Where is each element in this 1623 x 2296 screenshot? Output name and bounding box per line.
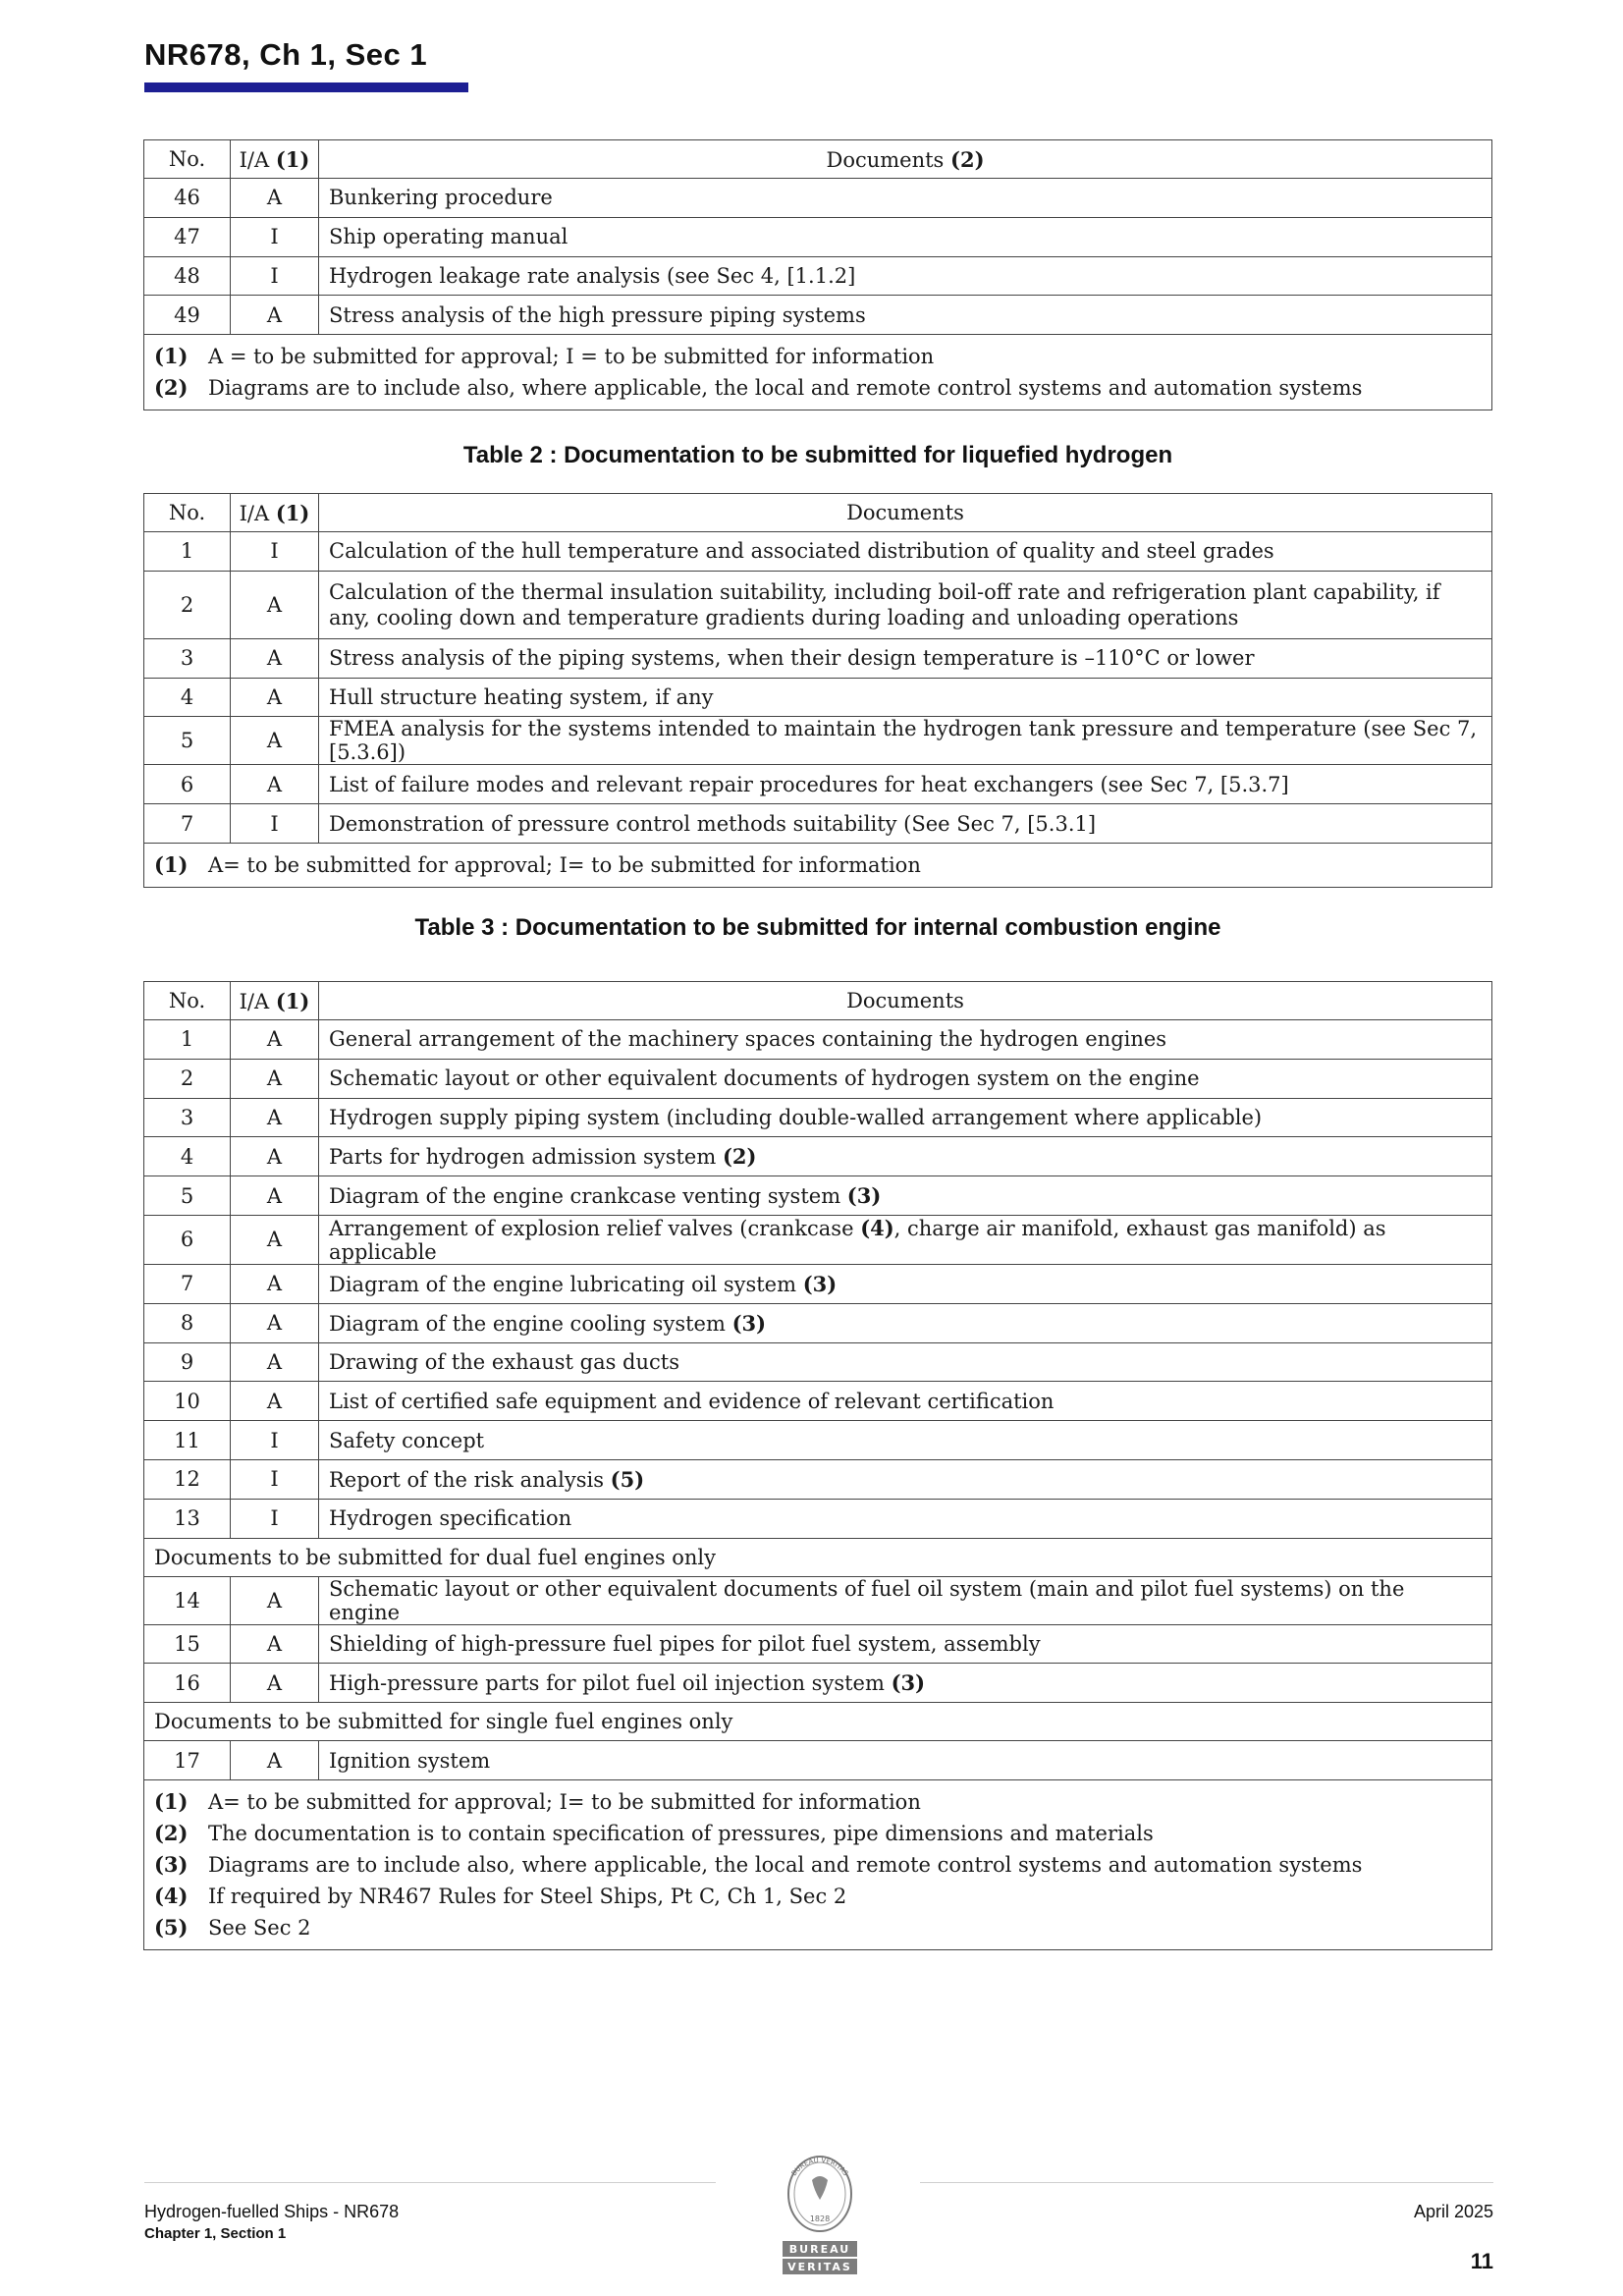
header-documents [319, 140, 1492, 179]
table-row [144, 765, 1492, 804]
footer-document-title: Hydrogen-fuelled Ships - NR678 [144, 2202, 400, 2221]
note-key: (2) [154, 375, 189, 401]
row-number: 1 [144, 1020, 231, 1060]
logo-text-veritas: VERITAS [787, 2261, 852, 2273]
table-header-row [144, 982, 1492, 1020]
table-row [144, 1264, 1492, 1303]
table-row [144, 678, 1492, 717]
header-ia-label: I/A [239, 989, 276, 1013]
row-ia: A [231, 1664, 319, 1703]
note-key: (2) [154, 1820, 189, 1845]
note-line [154, 341, 1482, 372]
row-document-text: Bunkering procedure [329, 186, 553, 210]
row-number: 47 [144, 217, 231, 256]
row-document [319, 717, 1492, 765]
note-key: (3) [154, 1851, 189, 1877]
table-header-row [144, 494, 1492, 532]
row-number: 2 [144, 1059, 231, 1098]
row-document-text: List of failure modes and relevant repair procedures for heat exchangers (see Sec 7, [5.3.7] [329, 772, 1289, 796]
row-ia: A [231, 571, 319, 638]
row-number: 5 [144, 1176, 231, 1216]
table-row [144, 1342, 1492, 1382]
header-documents-label: Documents [826, 147, 951, 172]
table-notes [144, 1779, 1492, 1949]
table-row [144, 1576, 1492, 1624]
row-document-text: List of certified safe equipment and evidence of relevant certification [329, 1389, 1055, 1413]
note-line [154, 1818, 1482, 1849]
table-row [144, 804, 1492, 844]
row-document-text: Ignition system [329, 1748, 491, 1773]
table-row [144, 1382, 1492, 1421]
row-document [319, 1499, 1492, 1538]
row-document [319, 1421, 1492, 1460]
table-row [144, 1059, 1492, 1098]
table-row [144, 1215, 1492, 1264]
row-document [319, 1098, 1492, 1137]
row-document-text: Diagram of the engine cooling system [329, 1311, 732, 1336]
note-key: (4) [154, 1883, 189, 1908]
row-document-text: Diagram of the engine lubricating oil system [329, 1272, 803, 1296]
table-2 [143, 493, 1492, 888]
table-3-caption: Table 3 : Documentation to be submitted for internal combustion engine [414, 914, 1221, 941]
row-ia: I [231, 1459, 319, 1499]
row-number: 4 [144, 1137, 231, 1176]
note-text: A = to be submitted for approval; I = to be submitted for information [208, 345, 935, 369]
table-row [144, 1020, 1492, 1060]
row-number: 6 [144, 1215, 231, 1264]
row-number: 49 [144, 296, 231, 335]
row-document [319, 1624, 1492, 1664]
note-text: If required by NR467 Rules for Steel Ships, Pt C, Ch 1, Sec 2 [208, 1884, 847, 1908]
row-ia: A [231, 1020, 319, 1060]
row-number: 5 [144, 717, 231, 765]
row-document [319, 296, 1492, 335]
row-number: 1 [144, 532, 231, 572]
row-document [319, 1176, 1492, 1216]
row-document [319, 678, 1492, 717]
row-note-ref: (2) [722, 1144, 757, 1170]
table-1 [143, 139, 1492, 410]
header-rule [144, 82, 468, 92]
row-document-text: Drawing of the exhaust gas ducts [329, 1349, 679, 1374]
row-number: 6 [144, 765, 231, 804]
row-document-text: General arrangement of the machinery spaces containing the hydrogen engines [329, 1027, 1167, 1052]
row-document [319, 1576, 1492, 1624]
row-ia: I [231, 217, 319, 256]
row-document-text: FMEA analysis for the systems intended to maintain the hydrogen tank pressure and temperature (see Sec 7, [5.3.6]) [329, 717, 1478, 765]
logo-text-bureau: BUREAU [788, 2243, 851, 2256]
row-document-text-after: , charge air manifold, exhaust gas manifold) as applicable [329, 1216, 1386, 1264]
row-document [319, 1020, 1492, 1060]
row-document-text: Parts for hydrogen admission system [329, 1145, 723, 1170]
row-document-text: Hydrogen specification [329, 1506, 572, 1531]
header-documents: Documents [319, 982, 1492, 1020]
row-ia: A [231, 1576, 319, 1624]
row-ia: A [231, 1215, 319, 1264]
note-key: (5) [154, 1914, 189, 1940]
row-ia: A [231, 678, 319, 717]
row-document [319, 1459, 1492, 1499]
row-ia: I [231, 1499, 319, 1538]
row-number: 12 [144, 1459, 231, 1499]
page-header-title: NR678, Ch 1, Sec 1 [144, 37, 428, 72]
row-number: 10 [144, 1382, 231, 1421]
header-ia [231, 140, 319, 179]
row-ia: A [231, 1303, 319, 1342]
table-row [144, 1421, 1492, 1460]
note-line [154, 1849, 1482, 1881]
note-text: The documentation is to contain specification of pressures, pipe dimensions and materials [208, 1821, 1154, 1845]
table-row [144, 296, 1492, 335]
row-document [319, 217, 1492, 256]
table-row [144, 1624, 1492, 1664]
footer-date: April 2025 [1413, 2202, 1493, 2221]
row-ia: A [231, 1624, 319, 1664]
note-line [154, 372, 1482, 404]
row-document [319, 532, 1492, 572]
row-number: 3 [144, 1098, 231, 1137]
row-document-text: Shielding of high-pressure fuel pipes for pilot fuel system, assembly [329, 1631, 1041, 1656]
row-number: 15 [144, 1624, 231, 1664]
row-document [319, 1342, 1492, 1382]
row-document-text: Demonstration of pressure control methods suitability (See Sec 7, [5.3.1] [329, 811, 1097, 836]
row-document-text: Schematic layout or other equivalent documents of fuel oil system (main and pilot fuel systems) on the engine [329, 1576, 1405, 1624]
table-2-caption: Table 2 : Documentation to be submitted for liquefied hydrogen [462, 442, 1173, 468]
bureau-veritas-logo [769, 2151, 871, 2278]
table-row [144, 1741, 1492, 1780]
row-ia: I [231, 1421, 319, 1460]
row-document [319, 1264, 1492, 1303]
row-note-ref: (5) [610, 1466, 645, 1492]
header-ia [231, 494, 319, 532]
logo-emblem [812, 2176, 828, 2200]
row-number: 48 [144, 256, 231, 296]
note-text: Diagrams are to include also, where applicable, the local and remote control systems and automation systems [208, 1852, 1363, 1877]
table-row [144, 571, 1492, 638]
table-notes [144, 335, 1492, 410]
row-ia: A [231, 765, 319, 804]
row-document [319, 179, 1492, 218]
row-document-text: Arrangement of explosion relief valves (crankcase [329, 1216, 861, 1240]
page-number: 11 [1470, 2249, 1493, 2273]
row-ia: A [231, 1264, 319, 1303]
row-ia: A [231, 1382, 319, 1421]
table-row [144, 1459, 1492, 1499]
row-document [319, 1741, 1492, 1780]
note-text: Diagrams are to include also, where applicable, the local and remote control systems and automation systems [208, 376, 1363, 401]
row-number: 46 [144, 179, 231, 218]
header-ia-ref: (1) [275, 146, 310, 172]
table-row [144, 256, 1492, 296]
table-row [144, 1176, 1492, 1216]
row-document-text: Safety concept [329, 1428, 485, 1452]
header-no: No. [144, 494, 231, 532]
note-key: (1) [154, 344, 189, 369]
row-document-text: Diagram of the engine crankcase venting system [329, 1184, 847, 1209]
note-line [154, 1881, 1482, 1912]
table-row [144, 1499, 1492, 1538]
row-document-text: High-pressure parts for pilot fuel oil injection system [329, 1671, 892, 1696]
row-number: 17 [144, 1741, 231, 1780]
row-document [319, 765, 1492, 804]
header-documents-ref: (2) [950, 146, 985, 172]
row-ia: A [231, 638, 319, 678]
table-row [144, 217, 1492, 256]
footer-rule-right [920, 2182, 1493, 2183]
header-ia [231, 982, 319, 1020]
row-document-text: Schematic layout or other equivalent documents of hydrogen system on the engine [329, 1066, 1200, 1091]
footer-rule-left [144, 2182, 716, 2183]
table-subheading-row [144, 1703, 1492, 1741]
row-ia: A [231, 1176, 319, 1216]
row-document [319, 1664, 1492, 1703]
table-subheading: Documents to be submitted for dual fuel engines only [144, 1538, 1492, 1576]
table-3 [143, 981, 1492, 1950]
row-ia: A [231, 1342, 319, 1382]
row-document-text: Calculation of the thermal insulation suitability, including boil-off rate and refrigeration plant capability, if any, cooling down and temperature gradients during loading and unloading operations [329, 579, 1440, 629]
row-number: 16 [144, 1664, 231, 1703]
row-number: 4 [144, 678, 231, 717]
table-notes [144, 843, 1492, 887]
row-ia: A [231, 296, 319, 335]
row-number: 9 [144, 1342, 231, 1382]
row-note-ref: (3) [891, 1670, 926, 1696]
table-header-row [144, 140, 1492, 179]
row-number: 14 [144, 1576, 231, 1624]
row-document [319, 571, 1492, 638]
row-document [319, 638, 1492, 678]
note-text: A= to be submitted for approval; I= to be submitted for information [208, 852, 921, 877]
header-ia-ref: (1) [275, 988, 310, 1013]
table-row [144, 717, 1492, 765]
row-document [319, 256, 1492, 296]
header-no: No. [144, 982, 231, 1020]
logo-year: 1828 [809, 2214, 831, 2223]
row-document-text: Stress analysis of the piping systems, when their design temperature is –110°C or lower [329, 646, 1255, 671]
row-number: 3 [144, 638, 231, 678]
table-row [144, 1664, 1492, 1703]
note-line [154, 1786, 1482, 1818]
row-document-text: Stress analysis of the high pressure piping systems [329, 302, 866, 327]
row-document [319, 1215, 1492, 1264]
header-ia-label: I/A [239, 501, 276, 525]
note-line [154, 849, 1482, 881]
header-no: No. [144, 140, 231, 179]
row-note-ref: (3) [846, 1183, 882, 1209]
row-note-ref: (3) [802, 1271, 838, 1296]
table-subheading: Documents to be submitted for single fuel engines only [144, 1703, 1492, 1741]
row-document [319, 804, 1492, 844]
row-document [319, 1303, 1492, 1342]
row-ia: A [231, 1137, 319, 1176]
row-document-text: Calculation of the hull temperature and associated distribution of quality and steel grades [329, 539, 1274, 564]
note-line [154, 1912, 1482, 1943]
row-ia: A [231, 179, 319, 218]
row-ia: A [231, 1741, 319, 1780]
logo-arc-text: BUREAU VERITAS [789, 2156, 850, 2178]
table-row [144, 1137, 1492, 1176]
row-note-ref: (4) [860, 1215, 894, 1240]
table-row [144, 638, 1492, 678]
table-row [144, 1303, 1492, 1342]
row-ia: I [231, 804, 319, 844]
note-text: See Sec 2 [208, 1915, 311, 1940]
row-document-text: Hydrogen supply piping system (including double-walled arrangement where applicable) [329, 1105, 1263, 1129]
row-ia: I [231, 256, 319, 296]
note-key: (1) [154, 851, 189, 877]
table-row [144, 179, 1492, 218]
table-subheading-row [144, 1538, 1492, 1576]
row-note-ref: (3) [731, 1310, 767, 1336]
note-key: (1) [154, 1788, 189, 1814]
row-ia: A [231, 1059, 319, 1098]
row-document-text: Report of the risk analysis [329, 1467, 611, 1492]
row-document-text: Ship operating manual [329, 225, 568, 249]
row-document [319, 1137, 1492, 1176]
row-document-text: Hull structure heating system, if any [329, 684, 714, 709]
row-number: 8 [144, 1303, 231, 1342]
row-document [319, 1382, 1492, 1421]
table-row [144, 532, 1492, 572]
row-number: 2 [144, 571, 231, 638]
row-ia: A [231, 717, 319, 765]
header-documents: Documents [319, 494, 1492, 532]
row-number: 11 [144, 1421, 231, 1460]
row-document [319, 1059, 1492, 1098]
row-number: 7 [144, 804, 231, 844]
note-text: A= to be submitted for approval; I= to be submitted for information [208, 1789, 921, 1814]
table-row [144, 1098, 1492, 1137]
row-number: 7 [144, 1264, 231, 1303]
footer-chapter-section: Chapter 1, Section 1 [144, 2225, 287, 2242]
header-ia-label: I/A [239, 147, 276, 172]
row-document-text: Hydrogen leakage rate analysis (see Sec 4, [1.1.2] [329, 263, 856, 288]
row-ia: I [231, 532, 319, 572]
header-ia-ref: (1) [275, 500, 310, 525]
row-ia: A [231, 1098, 319, 1137]
row-number: 13 [144, 1499, 231, 1538]
